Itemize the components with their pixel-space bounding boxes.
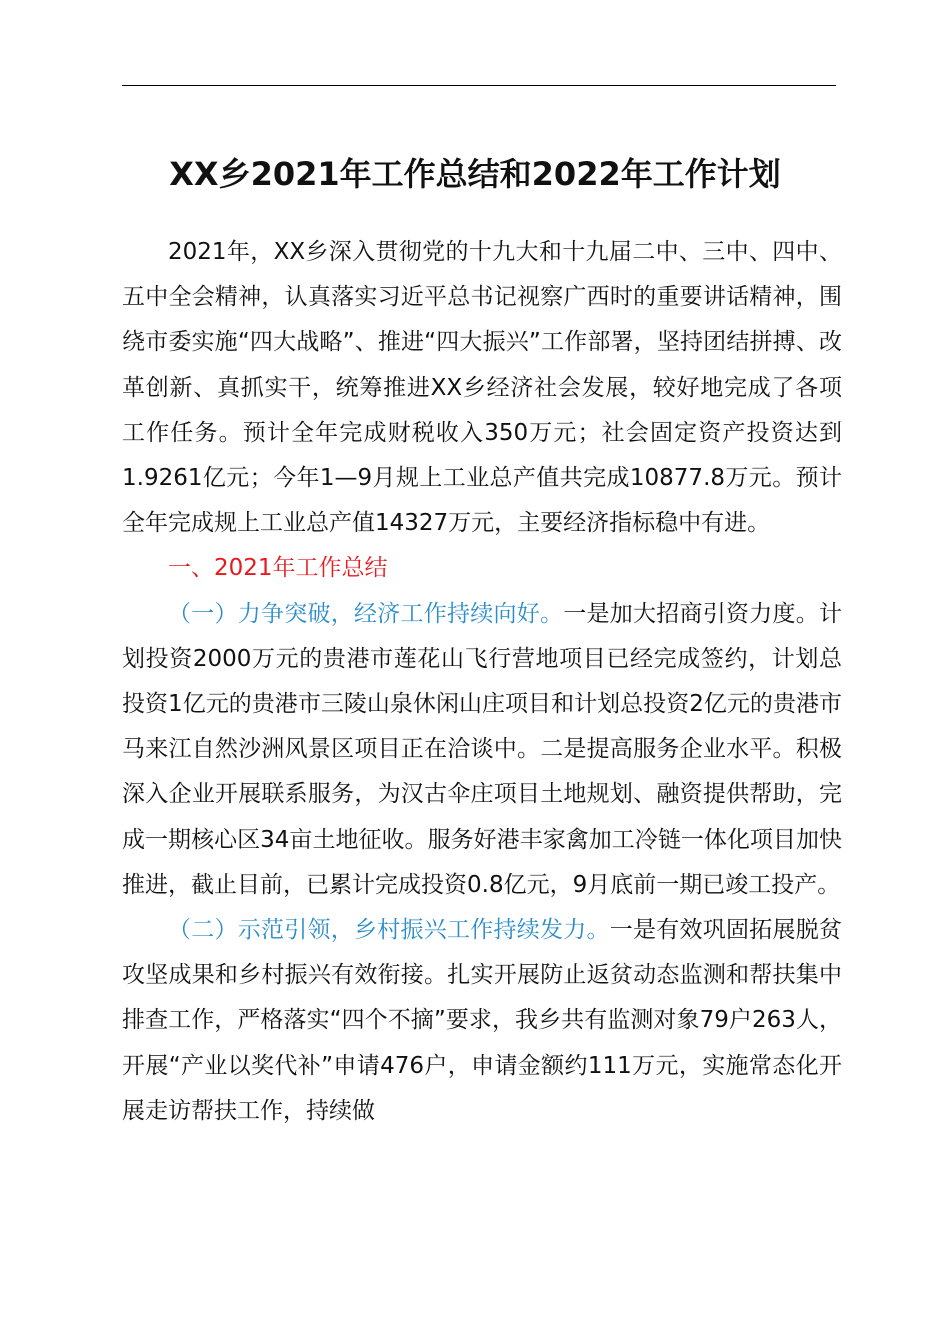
subsection2-body: 一是有效巩固拓展脱贫攻坚成果和乡村振兴有效衔接。扎实开展防止返贫动态监测和帮扶集中排查工作，严格落实“四个不摘”要求，我乡共有监测对象79户263人，开展“产业以奖代补”申请476户，申请金额约111万元，实施常态化开展走访帮扶工作，持续做	[122, 917, 842, 1124]
section1-heading: 一、2021年工作总结	[168, 555, 388, 582]
subsection2-heading: （二）示范引领，乡村振兴工作持续发力。	[168, 917, 610, 944]
subsection-paragraph-1	[122, 592, 842, 908]
document-body	[122, 230, 842, 1134]
document-title: XX乡2021年工作总结和2022年工作计划	[169, 155, 781, 193]
subsection1-body: 一是加大招商引资力度。计划投资2000万元的贵港市莲花山飞行营地项目已经完成签约，计划总投资1亿元的贵港市三陵山泉休闲山庄项目和计划总投资2亿元的贵港市马来江自然沙洲风景区项目正在洽谈中。二是提高服务企业水平。积极深入企业开展联系服务，为汉古伞庄项目土地规划、融资提供帮助，完成一期核心区34亩土地征收。服务好港丰家禽加工冷链一体化项目加快推进，截止目前，已累计完成投资0.8亿元，9月底前一期已竣工投产。	[122, 600, 842, 898]
section-heading	[122, 546, 842, 591]
header-rule	[122, 85, 836, 86]
subsection1-heading: （一）力争突破，经济工作持续向好。	[168, 600, 564, 627]
subsection-paragraph-2	[122, 908, 842, 1134]
intro-paragraph: 2021年，XX乡深入贯彻党的十九大和十九届二中、三中、四中、五中全会精神，认真落实习近平总书记视察广西时的重要讲话精神，围绕市委实施“四大战略”、推进“四大振兴”工作部署，坚持团结拼搏、改革创新、真抓实干，统筹推进XX乡经济社会发展，较好地完成了各项工作任务。预计全年完成财税收入350万元；社会固定资产投资达到1.9261亿元；今年1—9月规上工业总产值共完成10877.8万元。预计全年完成规上工业总产值14327万元，主要经济指标稳中有进。	[122, 239, 842, 537]
